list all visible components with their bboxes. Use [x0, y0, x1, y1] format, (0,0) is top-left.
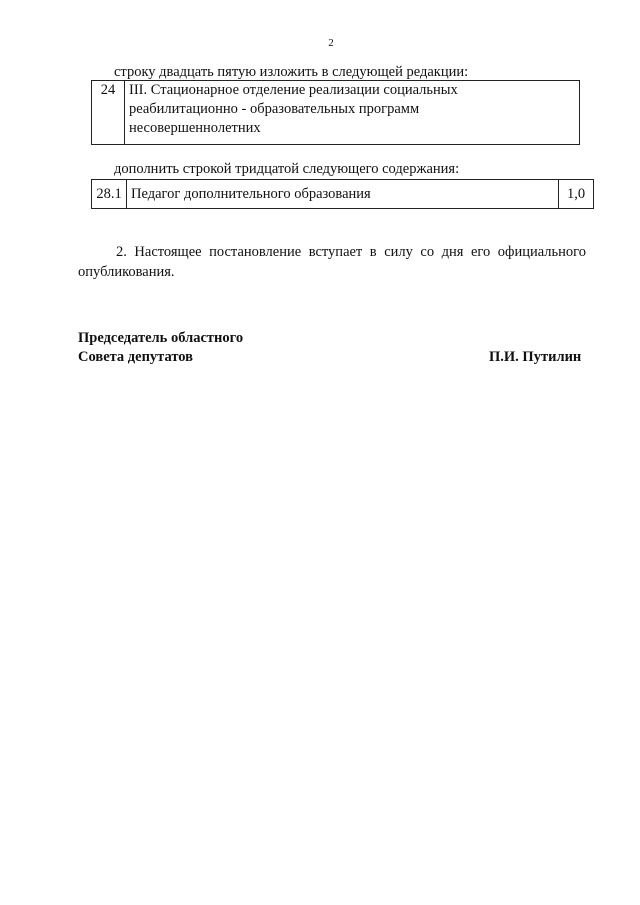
effective-date-paragraph: [78, 242, 586, 282]
row-description-cell: Педагог дополнительного образования: [127, 180, 559, 209]
row-number-cell: 24: [92, 81, 125, 145]
table-row: [92, 81, 580, 145]
table-row: [92, 180, 594, 209]
amendment-2-intro: дополнить строкой тридцатой следующего содержания:: [114, 161, 460, 177]
description-line: несовершеннолетних: [129, 120, 261, 136]
amendment-2-table: [91, 179, 594, 209]
amendment-1-intro: строку двадцать пятую изложить в следующей редакции:: [114, 64, 469, 80]
amendment-1-table: [91, 80, 580, 145]
row-rate-cell: 1,0: [559, 180, 594, 209]
row-number-cell: 28.1: [92, 180, 127, 209]
signatory-name: П.И. Путилин: [489, 349, 582, 365]
signatory-title-line2: Совета депутатов: [78, 349, 194, 365]
paragraph-line: 2. Настоящее постановление вступает в силу со дня его официального: [116, 244, 586, 260]
signatory-title-line1: Председатель областного: [78, 330, 244, 346]
paragraph-line: опубликования.: [78, 264, 175, 280]
description-line: реабилитационно - образовательных программ: [129, 101, 420, 117]
description-line: III. Стационарное отделение реализации социальных: [129, 82, 458, 98]
row-description-cell: [125, 81, 580, 145]
page-number: 2: [328, 37, 334, 49]
